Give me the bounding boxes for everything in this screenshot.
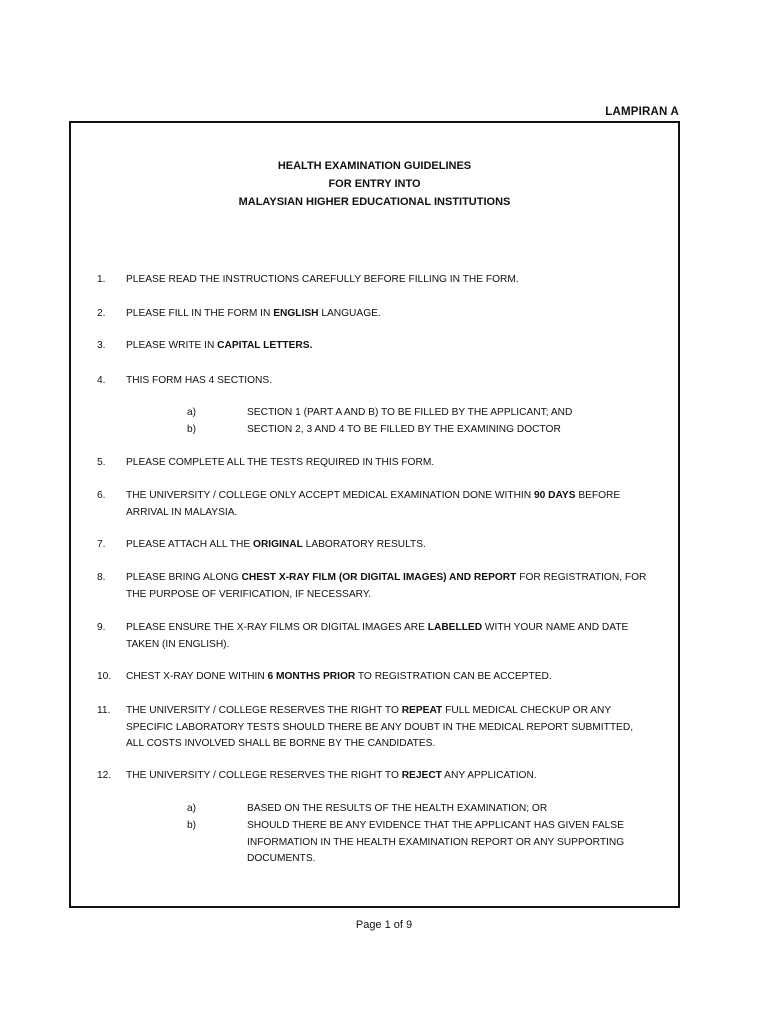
item-text: THE UNIVERSITY / COLLEGE ONLY ACCEPT MEDICAL EXAMINATION DONE WITHIN 90 DAYS BEFORE ARRIVAL IN MALAYSIA. — [126, 490, 621, 518]
item-text: THE UNIVERSITY / COLLEGE RESERVES THE RIGHT TO REPEAT FULL MEDICAL CHECKUP OR ANY SPECIFIC LABORATORY TESTS SHOULD THERE BE ANY DOUBT IN THE MEDICAL REPORT SUBMITTED, ALL COSTS INVOLVED SHALL BE BORNE BY THE CANDIDATES. — [126, 705, 634, 749]
sub-item-letter: a) — [187, 407, 197, 418]
guideline-item — [97, 703, 648, 753]
guideline-item — [97, 669, 648, 686]
item-number: 9. — [97, 622, 106, 633]
sub-item — [187, 818, 648, 868]
sub-item-letter: b) — [187, 820, 197, 831]
item-number: 12. — [97, 770, 112, 781]
item-text: PLEASE BRING ALONG CHEST X-RAY FILM (OR DIGITAL IMAGES) AND REPORT FOR REGISTRATION, FOR THE PURPOSE OF VERIFICATION, IF NECESSARY. — [126, 572, 647, 600]
item-text: PLEASE READ THE INSTRUCTIONS CAREFULLY BEFORE FILLING IN THE FORM. — [126, 274, 519, 285]
guideline-item — [97, 272, 648, 289]
guideline-item — [97, 620, 648, 653]
sub-item — [187, 801, 648, 818]
item-text: THIS FORM HAS 4 SECTIONS. — [126, 375, 273, 386]
sub-item — [187, 422, 648, 439]
item-text: PLEASE ENSURE THE X-RAY FILMS OR DIGITAL IMAGES ARE LABELLED WITH YOUR NAME AND DATE TAKEN (IN ENGLISH). — [126, 622, 629, 650]
item-text: THE UNIVERSITY / COLLEGE RESERVES THE RIGHT TO REJECT ANY APPLICATION. — [126, 770, 537, 781]
sub-item-text: SECTION 2, 3 AND 4 TO BE FILLED BY THE EXAMINING DOCTOR — [247, 424, 561, 435]
item-number: 6. — [97, 490, 106, 501]
document-title — [71, 157, 678, 211]
lampiran-label: LAMPIRAN A — [605, 106, 679, 118]
sub-item-letter: a) — [187, 803, 197, 814]
title-line-1: HEALTH EXAMINATION GUIDELINES — [277, 160, 472, 172]
sub-item-letter: b) — [187, 424, 197, 435]
item-number: 1. — [97, 274, 106, 285]
guidelines-frame — [69, 121, 680, 908]
item-text: PLEASE ATTACH ALL THE ORIGINAL LABORATORY RESULTS. — [126, 539, 426, 550]
item-text: PLEASE COMPLETE ALL THE TESTS REQUIRED IN THIS FORM. — [126, 457, 435, 468]
guideline-item — [97, 338, 648, 355]
guideline-item — [97, 488, 648, 521]
guideline-item — [97, 373, 648, 390]
title-line-2: FOR ENTRY INTO — [328, 178, 421, 190]
sub-item-text: BASED ON THE RESULTS OF THE HEALTH EXAMINATION; OR — [247, 803, 548, 814]
item-text: CHEST X-RAY DONE WITHIN 6 MONTHS PRIOR TO REGISTRATION CAN BE ACCEPTED. — [126, 671, 552, 682]
item-text: PLEASE WRITE IN CAPITAL LETTERS. — [126, 340, 313, 351]
page-number: Page 1 of 9 — [355, 919, 413, 931]
item-number: 11. — [97, 705, 111, 716]
item-number: 4. — [97, 375, 106, 386]
item-number: 10. — [97, 671, 112, 682]
item-number: 8. — [97, 572, 106, 583]
item-number: 5. — [97, 457, 106, 468]
item-text: PLEASE FILL IN THE FORM IN ENGLISH LANGUAGE. — [126, 308, 381, 319]
item-number: 2. — [97, 308, 106, 319]
sub-item-text: SHOULD THERE BE ANY EVIDENCE THAT THE APPLICANT HAS GIVEN FALSE INFORMATION IN THE HEALTH EXAMINATION REPORT OR ANY SUPPORTING DOCUMENTS. — [247, 820, 625, 864]
sub-item-text: SECTION 1 (PART A AND B) TO BE FILLED BY THE APPLICANT; AND — [247, 407, 573, 418]
item-number: 7. — [97, 539, 106, 550]
sub-item — [187, 405, 648, 422]
item-number: 3. — [97, 340, 106, 351]
guideline-item — [97, 537, 648, 554]
guideline-item — [97, 306, 648, 323]
guideline-item — [97, 768, 648, 785]
guideline-item — [97, 570, 648, 603]
title-line-3: MALAYSIAN HIGHER EDUCATIONAL INSTITUTIONS — [238, 196, 511, 208]
guideline-item — [97, 455, 648, 472]
